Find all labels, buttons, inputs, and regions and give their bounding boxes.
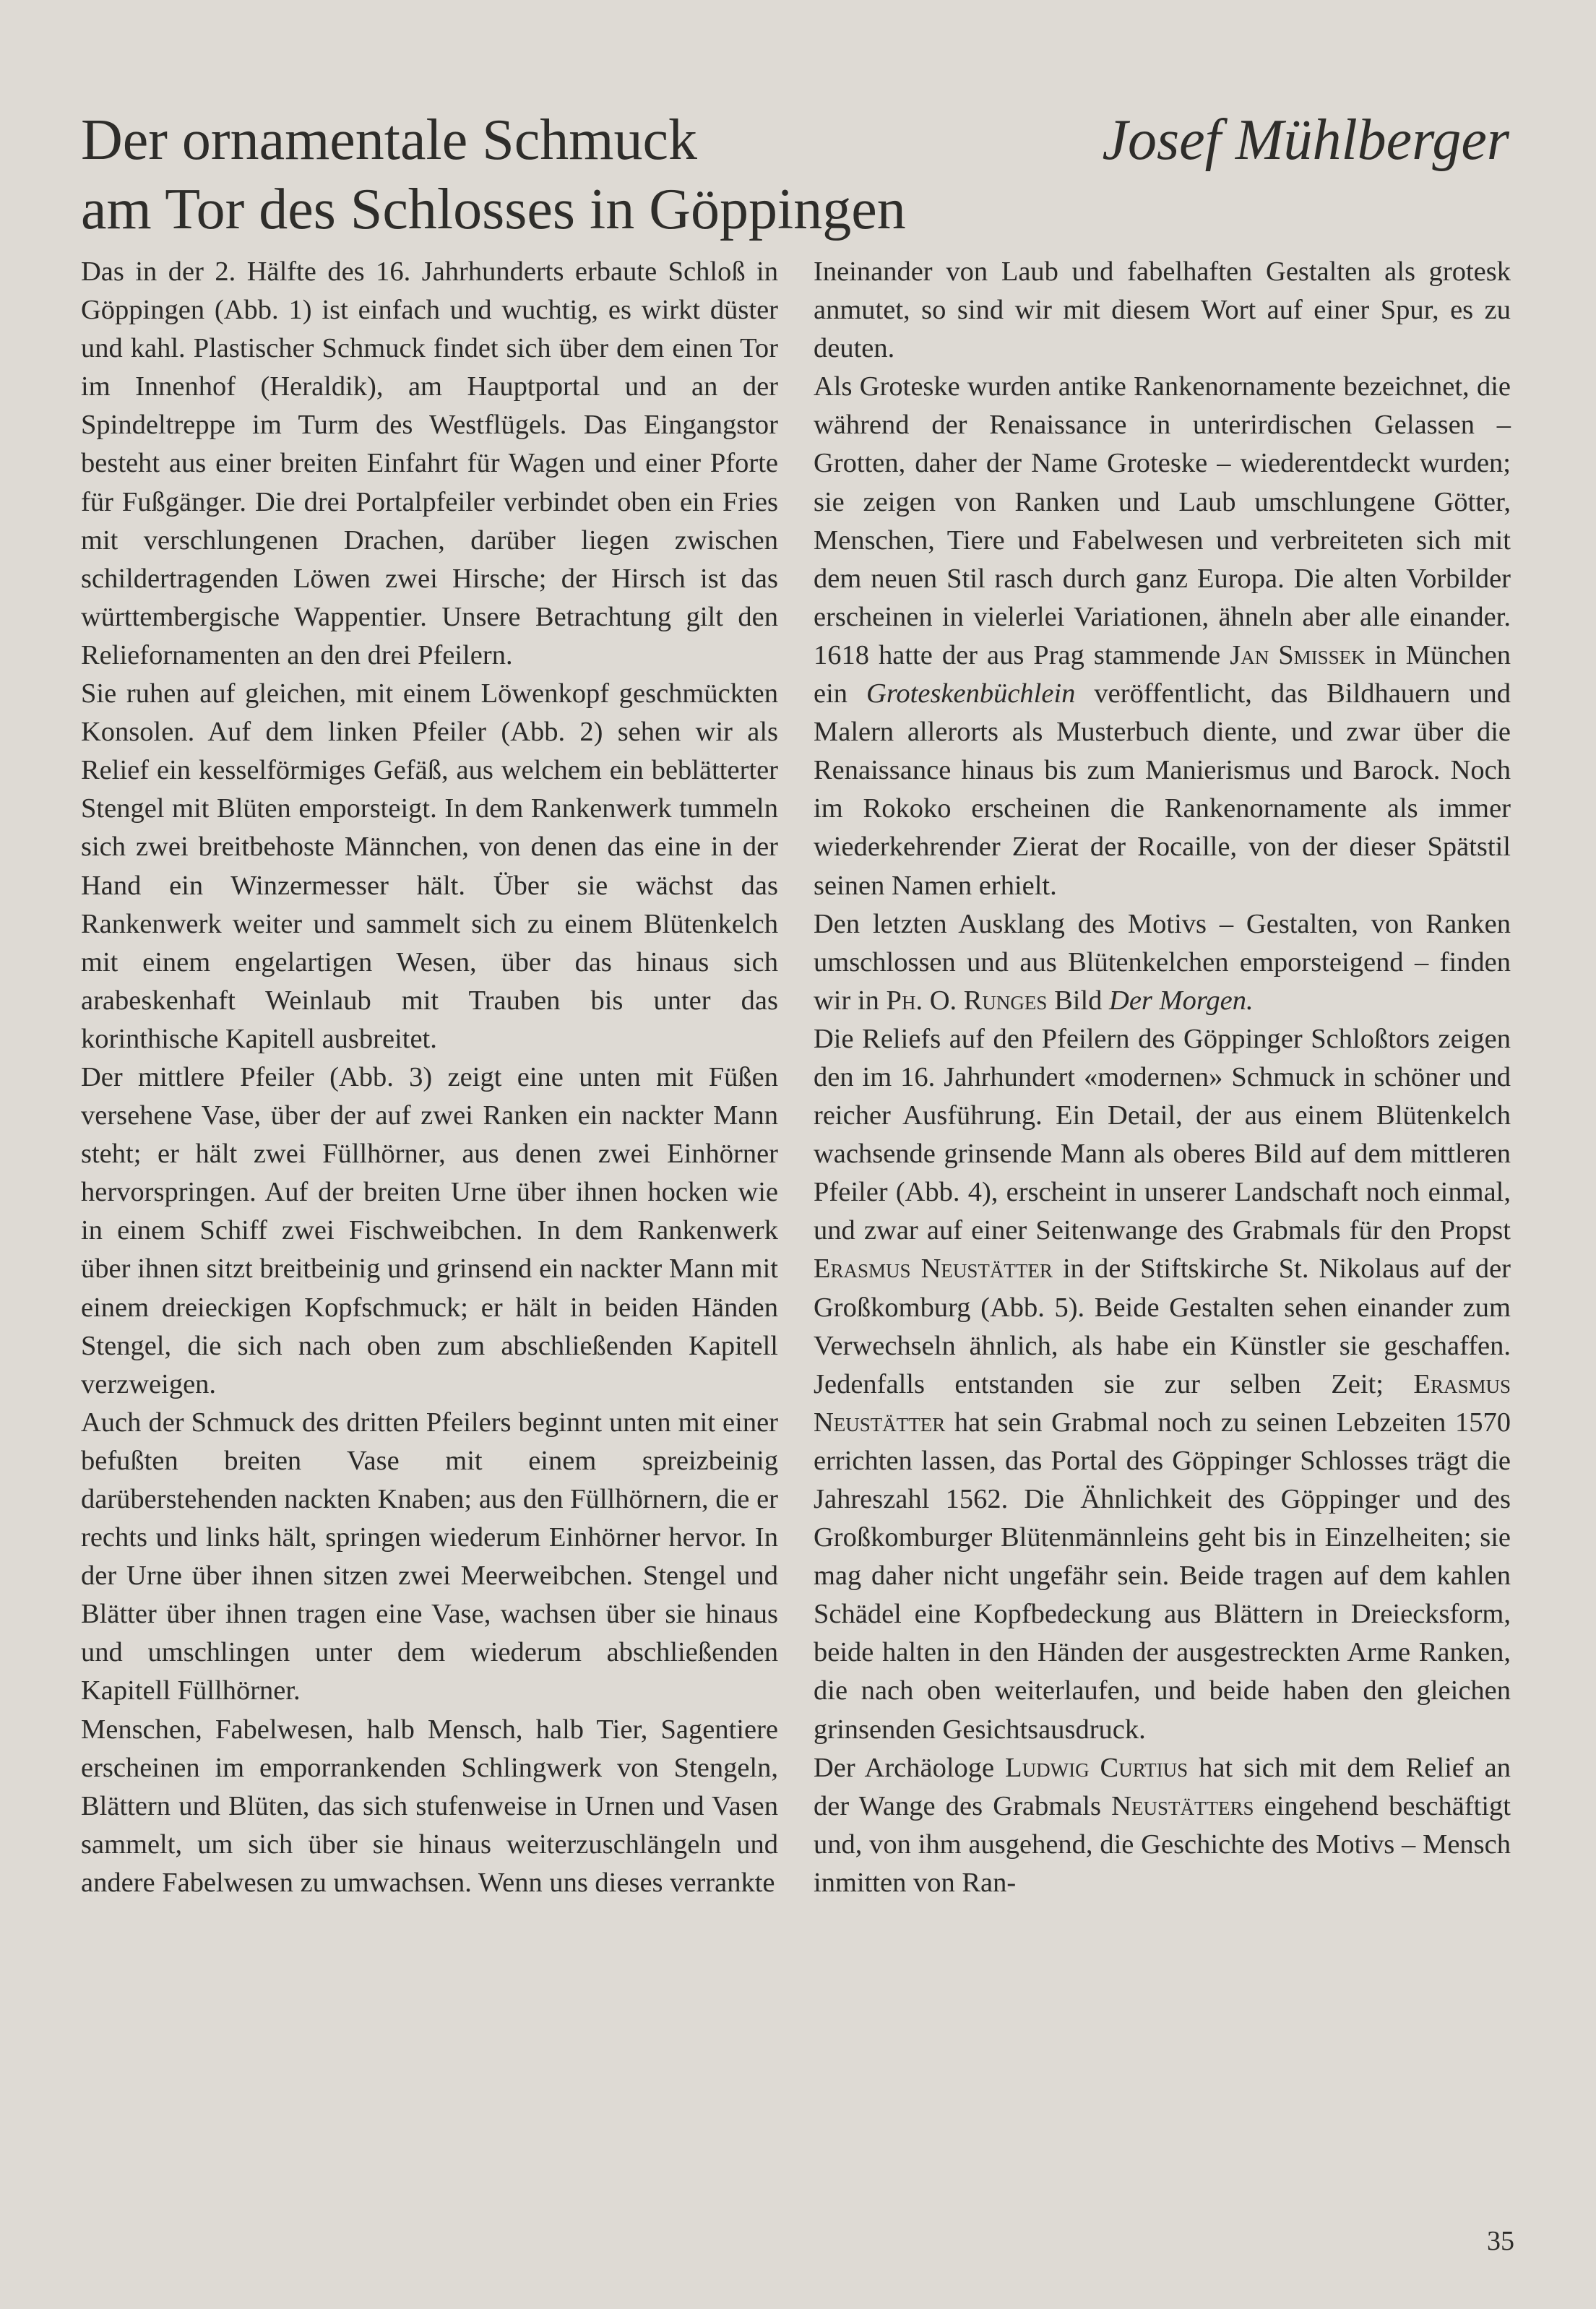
right-column (814, 253, 1511, 1902)
paragraph (814, 905, 1511, 1020)
artwork-title: Der Morgen. (1109, 985, 1254, 1016)
text-run: in München ein (814, 639, 1511, 709)
paragraph (814, 368, 1511, 905)
text-run: Als Groteske wurden antike Rankenornamente bezeichnet, die während der Renaissance in unterirdischen Gelassen – Grotten, daher der Name Groteske – wiederentdeckt wurden; sie zeigen von Ranken und Laub umschlungene Götter, Menschen, Tiere und Fabelwesen und verbreiteten sich mit dem neuen Stil rasch durch ganz Europa. Die alten Vorbilder erscheinen in vielerlei Variationen, ähneln aber alle einander. 1618 hatte der aus Prag stammende (814, 371, 1511, 670)
article-title-line-1: Der ornamentale Schmuck (81, 108, 698, 172)
article-author: Josef Mühlberger (1102, 108, 1509, 172)
text-run: veröffentlicht, das Bildhauern und Malern allerorts als Musterbuch diente, und zwar über die Renaissance hinaus bis zum Manierismus und Barock. Noch im Rokoko erscheinen die Rankenornamente als immer wiederkehrender Zierat der Rocaille, von der dieser Spätstil seinen Namen erhielt. (814, 678, 1511, 901)
person-name: Neustätters (1111, 1790, 1254, 1821)
text-run: hat sich mit dem Relief an der Wange des Grabmals (814, 1752, 1511, 1821)
paragraph: Ineinander von Laub und fabelhaften Gestalten als grotesk anmutet, so sind wir mit diesem Wort auf einer Spur, es zu deuten. (814, 256, 1511, 364)
person-name: Erasmus Neustätter (814, 1253, 1053, 1285)
paragraph (814, 1020, 1511, 1749)
person-name: Erasmus Neustätter (814, 1368, 1511, 1438)
paragraph: Das in der 2. Hälfte des 16. Jahrhunderts erbaute Schloß in Göppingen (Abb. 1) ist einfach und wuchtig, es wirkt düster und kahl. Plastischer Schmuck findet sich über dem einen Tor im Innenhof (Heraldik), am Hauptportal und an der Spindeltreppe im Turm des Westflügels. Das Eingangstor besteht aus einer breiten Einfahrt für Wagen und einer Pforte für Fußgänger. Die drei Portalpfeiler verbindet oben ein Fries mit verschlungenen Drachen, darüber liegen zwischen schildertragenden Löwen zwei Hirsche; der Hirsch ist das württembergische Wappentier. Unsere Betrachtung gilt den Reliefornamenten an den drei Pfeilern. (81, 256, 778, 670)
person-name: Ludwig Curtius (1005, 1752, 1189, 1783)
text-run: hat sein Grabmal noch zu seinen Lebzeiten 1570 errichten lassen, das Portal des Göppinger Schlosses trägt die Jahreszahl 1562. Die Ähnlichkeit des Göppinger und des Großkomburger Blütenmännleins geht bis in Einzelheiten; sie mag daher nicht ungefähr sein. Beide tragen auf dem kahlen Schädel eine Kopfbedeckung aus Blättern in Dreiecksform, beide halten in den Händen der ausgestreckten Arme Ranken, die nach oben weiterlaufen, und beide haben den gleichen grinsenden Gesichtsausdruck. (814, 1407, 1511, 1745)
paragraph: Sie ruhen auf gleichen, mit einem Löwenkopf geschmückten Konsolen. Auf dem linken Pfeiler (Abb. 2) sehen wir als Relief ein kesselförmiges Gefäß, aus welchem ein beblätterter Stengel mit Blüten emporsteigt. In dem Rankenwerk tummeln sich zwei breitbehoste Männchen, von denen das eine in der Hand ein Winzermesser hält. Über sie wächst das Rankenwerk weiter und sammelt sich zu einem Blütenkelch mit einem engelartigen Wesen, über das hinaus sich arabeskenhaft Weinlaub mit Trauben bis unter das korinthische Kapitell ausbreitet. (81, 678, 778, 1054)
text-run: Den letzten Ausklang des Motivs – Gestalten, von Ranken umschlossen und aus Blütenkelchen emporsteigend – finden wir in (814, 908, 1511, 1016)
text-run: Der Archäologe (814, 1752, 1006, 1783)
paragraph: Menschen, Fabelwesen, halb Mensch, halb Tier, Sagentiere erscheinen im emporrankenden Schlingwerk von Stengeln, Blättern und Blüten, das sich stufenweise in Urnen und Vasen sammelt, um sich über sie hinaus weiterzuschlängeln und andere Fabelwesen zu umwachsen. Wenn uns dieses verrankte (81, 1714, 778, 1898)
book-title: Groteskenbüchlein (866, 678, 1076, 709)
paragraph: Auch der Schmuck des dritten Pfeilers beginnt unten mit einer befußten breiten Vase mit einem spreizbeinig darüberstehenden nackten Knaben; aus den Füllhörnern, die er rechts und links hält, springen wiederum Einhörner hervor. In der Urne über ihnen sitzen zwei Meerweibchen. Stengel und Blätter über ihnen tragen eine Vase, wachsen über sie hinaus und umschlingen unter dem wiederum abschließenden Kapitell Füllhörner. (81, 1407, 778, 1706)
paragraph (814, 1749, 1511, 1902)
person-name: Ph. O. Runges (886, 985, 1048, 1016)
person-name: Jan Smissek (1230, 639, 1366, 670)
left-column (81, 253, 778, 1902)
paragraph: Der mittlere Pfeiler (Abb. 3) zeigt eine unten mit Füßen versehene Vase, über der auf zwei Ranken ein nackter Mann steht; er hält zwei Füllhörner, aus denen zwei Einhörner hervorspringen. Auf der breiten Urne über ihnen hocken wie in einem Schiff zwei Fischweibchen. In dem Rankenwerk über ihnen sitzt breitbeinig und grinsend ein nackter Mann mit einem dreieckigen Kopfschmuck; er hält in beiden Händen Stengel, die sich nach oben zum abschließenden Kapitell verzweigen. (81, 1061, 778, 1399)
text-run: Bild (1047, 985, 1110, 1016)
text-run: Die Reliefs auf den Pfeilern des Göppinger Schloßtors zeigen den im 16. Jahrhundert «modernen» Schmuck in schöner und reicher Ausführung. Ein Detail, der aus einem Blütenkelch wachsende grinsende Mann als oberes Bild auf dem mittleren Pfeiler (Abb. 4), erscheint in unserer Landschaft noch einmal, und zwar auf einer Seitenwange des Grabmals für den Propst (814, 1023, 1511, 1246)
text-run: eingehend beschäftigt und, von ihm ausgehend, die Geschichte des Motivs – Mensch inmitten von Ran- (814, 1790, 1511, 1898)
page-number: 35 (1487, 2226, 1514, 2256)
article-title-line-2: am Tor des Schlosses in Göppingen (81, 178, 906, 241)
article-title (81, 105, 906, 244)
text-run: in der Stiftskirche St. Nikolaus auf der Großkomburg (Abb. 5). Beide Gestalten sehen einander zum Verwechseln ähnlich, als habe ein Künstler sie geschaffen. Jedenfalls entstanden sie zur selben Zeit; (814, 1253, 1511, 1399)
